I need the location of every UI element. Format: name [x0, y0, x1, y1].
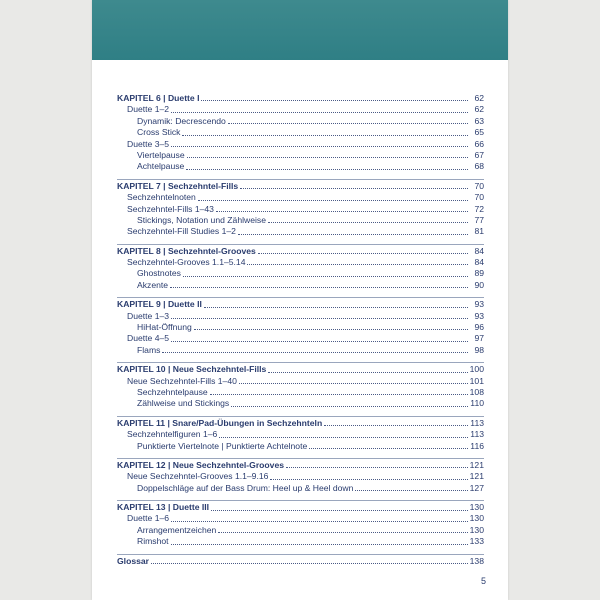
toc-page-number: 116	[470, 440, 484, 451]
toc-page-number: 113	[470, 429, 484, 440]
page-number: 5	[480, 576, 486, 586]
toc-chapter	[117, 297, 484, 356]
dot-leader	[309, 448, 468, 449]
toc-entry[interactable]	[117, 116, 484, 127]
toc-entry-title: Stickings, Notation und Zählweise	[137, 214, 266, 225]
dot-leader	[247, 264, 468, 265]
toc-chapter-heading[interactable]	[117, 246, 484, 257]
toc-entry[interactable]	[117, 226, 484, 237]
toc-entry-title: Rimshot	[137, 536, 169, 547]
toc-entry[interactable]	[117, 311, 484, 322]
dot-leader	[182, 135, 468, 136]
toc-entry[interactable]	[117, 483, 484, 494]
toc-chapter-heading[interactable]	[117, 299, 484, 310]
toc-chapter-heading[interactable]	[117, 556, 484, 567]
toc-page-number: 100	[469, 364, 484, 375]
toc-entry[interactable]	[117, 150, 484, 161]
dot-leader	[170, 287, 468, 288]
toc-page-number: 90	[474, 279, 484, 290]
toc-page-number: 98	[474, 344, 484, 355]
header-band	[92, 0, 508, 60]
dot-leader	[270, 479, 467, 480]
toc-entry-title: Glossar	[117, 555, 150, 566]
toc-chapter	[117, 179, 484, 238]
toc-entry-title: Dynamik: Decrescendo	[137, 115, 226, 126]
toc-entry-title: Sechzehntel-Fills 1–43	[127, 203, 214, 214]
toc-page-number: 62	[474, 104, 484, 115]
dot-leader	[171, 318, 468, 319]
dot-leader	[286, 467, 468, 468]
toc-page-number: 67	[474, 149, 484, 160]
toc-chapter	[117, 92, 484, 173]
toc-chapter	[117, 554, 484, 567]
dot-leader	[151, 563, 468, 564]
dot-leader	[324, 425, 468, 426]
toc-page-number: 110	[470, 398, 484, 409]
toc-entry-title: Duette 1–6	[127, 513, 170, 524]
toc-entry-title: Arrangementzeichen	[137, 524, 217, 535]
toc-chapter-heading[interactable]	[117, 181, 484, 192]
toc-chapter-heading[interactable]	[117, 502, 484, 513]
toc-page-number: 81	[474, 226, 484, 237]
toc-chapter-heading[interactable]	[117, 460, 484, 471]
toc-entry-title: Sechzehntelfiguren 1–6	[127, 429, 218, 440]
toc-page-number: 70	[474, 180, 484, 191]
toc-page-number: 130	[469, 524, 484, 535]
toc-entry-title: KAPITEL 13 | Duette III	[117, 502, 210, 513]
table-of-contents	[117, 92, 484, 573]
toc-entry[interactable]	[117, 139, 484, 150]
toc-entry-title: Zählweise und Stickings	[137, 398, 230, 409]
dot-leader	[228, 123, 468, 124]
dot-leader	[171, 341, 468, 342]
toc-entry[interactable]	[117, 127, 484, 138]
toc-entry-title: KAPITEL 11 | Snare/Pad-Übungen in Sechzehnteln	[117, 417, 323, 428]
dot-leader	[162, 352, 468, 353]
toc-entry-title: Ghostnotes	[137, 268, 181, 279]
dot-leader	[240, 188, 468, 189]
toc-page-number: 121	[469, 459, 484, 470]
toc-entry-title: Viertelpause	[137, 149, 185, 160]
toc-chapter-heading[interactable]	[117, 418, 484, 429]
toc-page-number: 70	[474, 192, 484, 203]
toc-page-number: 130	[469, 513, 484, 524]
toc-chapter	[117, 500, 484, 548]
toc-page-number: 108	[469, 386, 484, 397]
dot-leader	[198, 200, 468, 201]
toc-entry-title: Sechzehntel-Grooves 1.1–5.14	[127, 257, 246, 268]
toc-entry[interactable]	[117, 215, 484, 226]
toc-entry-title: Punktierte Viertelnote | Punktierte Achtelnote	[137, 440, 308, 451]
dot-leader	[186, 169, 468, 170]
toc-entry[interactable]	[117, 280, 484, 291]
dot-leader	[210, 394, 468, 395]
dot-leader	[171, 112, 468, 113]
toc-entry-title: Cross Stick	[137, 127, 181, 138]
toc-entry[interactable]	[117, 104, 484, 115]
toc-entry-title: Sechzehntel-Fill Studies 1–2	[127, 226, 236, 237]
toc-page-number: 133	[469, 536, 484, 547]
toc-entry-title: Sechzehntelpause	[137, 386, 208, 397]
toc-page-number: 68	[474, 161, 484, 172]
toc-entry[interactable]	[117, 322, 484, 333]
toc-entry-title: Duette 4–5	[127, 333, 170, 344]
toc-entry-title: Achtelpause	[137, 161, 185, 172]
toc-chapter	[117, 416, 484, 452]
toc-entry-title: Duette 1–2	[127, 104, 170, 115]
toc-entry-title: Flams	[137, 344, 161, 355]
toc-page-number: 63	[474, 115, 484, 126]
toc-entry-title: Duette 1–3	[127, 310, 170, 321]
dot-leader	[219, 437, 468, 438]
dot-leader	[238, 234, 468, 235]
dot-leader	[171, 544, 468, 545]
toc-entry[interactable]	[117, 398, 484, 409]
toc-entry[interactable]	[117, 333, 484, 344]
toc-page-number: 121	[469, 471, 484, 482]
toc-page-number: 138	[469, 555, 484, 566]
toc-entry[interactable]	[117, 345, 484, 356]
toc-entry-title: Neue Sechzehntel-Grooves 1.1–9.16	[127, 471, 269, 482]
dot-leader	[187, 157, 468, 158]
toc-page-number: 62	[474, 92, 484, 103]
toc-entry-title: Doppelschläge auf der Bass Drum: Heel up & Heel down	[137, 482, 354, 493]
toc-entry-title: HiHat-Öffnung	[137, 322, 192, 333]
toc-entry[interactable]	[117, 429, 484, 440]
toc-page-number: 89	[474, 268, 484, 279]
toc-entry-title: Sechzehntelnoten	[127, 192, 196, 203]
toc-entry-title: Neue Sechzehntel-Fills 1–40	[127, 375, 237, 386]
dot-leader	[171, 521, 468, 522]
toc-page-number: 101	[469, 375, 484, 386]
toc-entry-title: Akzente	[137, 279, 169, 290]
toc-chapter-heading[interactable]	[117, 364, 484, 375]
toc-chapter-heading[interactable]	[117, 93, 484, 104]
toc-entry-title: KAPITEL 6 | Duette I	[117, 92, 200, 103]
toc-page-number: 84	[474, 257, 484, 268]
dot-leader	[201, 100, 468, 101]
dot-leader	[204, 307, 468, 308]
dot-leader	[258, 253, 468, 254]
dot-leader	[231, 406, 468, 407]
dot-leader	[216, 211, 468, 212]
dot-leader	[268, 372, 467, 373]
toc-page-number: 93	[474, 310, 484, 321]
toc-entry[interactable]	[117, 204, 484, 215]
toc-chapter	[117, 244, 484, 292]
dot-leader	[194, 329, 468, 330]
toc-entry[interactable]	[117, 525, 484, 536]
toc-entry-title: KAPITEL 8 | Sechzehntel-Grooves	[117, 245, 256, 256]
dot-leader	[218, 532, 467, 533]
toc-page-number: 113	[470, 417, 484, 428]
toc-page-number: 93	[474, 299, 484, 310]
toc-page-number: 66	[474, 138, 484, 149]
dot-leader	[355, 490, 467, 491]
toc-page-number: 96	[474, 322, 484, 333]
toc-chapter	[117, 362, 484, 410]
toc-page-number: 65	[474, 127, 484, 138]
toc-entry[interactable]	[117, 376, 484, 387]
toc-entry-title: KAPITEL 7 | Sechzehntel-Fills	[117, 180, 239, 191]
dot-leader	[268, 222, 468, 223]
book-page	[92, 0, 508, 600]
dot-leader	[183, 276, 468, 277]
toc-entry-title: KAPITEL 9 | Duette II	[117, 299, 202, 310]
dot-leader	[171, 146, 468, 147]
toc-entry[interactable]	[117, 268, 484, 279]
toc-page-number: 130	[469, 502, 484, 513]
toc-entry[interactable]	[117, 441, 484, 452]
toc-page-number: 77	[474, 214, 484, 225]
toc-entry-title: KAPITEL 10 | Neue Sechzehntel-Fills	[117, 364, 267, 375]
toc-entry[interactable]	[117, 471, 484, 482]
toc-page-number: 127	[469, 482, 484, 493]
toc-entry[interactable]	[117, 192, 484, 203]
toc-entry[interactable]	[117, 536, 484, 547]
toc-entry[interactable]	[117, 257, 484, 268]
toc-page-number: 72	[474, 203, 484, 214]
toc-page-number: 84	[474, 245, 484, 256]
toc-entry-title: Duette 3–5	[127, 138, 170, 149]
toc-entry-title: KAPITEL 12 | Neue Sechzehntel-Grooves	[117, 459, 285, 470]
toc-entry[interactable]	[117, 514, 484, 525]
dot-leader	[239, 383, 468, 384]
toc-entry[interactable]	[117, 387, 484, 398]
toc-page-number: 97	[474, 333, 484, 344]
toc-entry[interactable]	[117, 161, 484, 172]
toc-chapter	[117, 458, 484, 494]
dot-leader	[211, 510, 468, 511]
